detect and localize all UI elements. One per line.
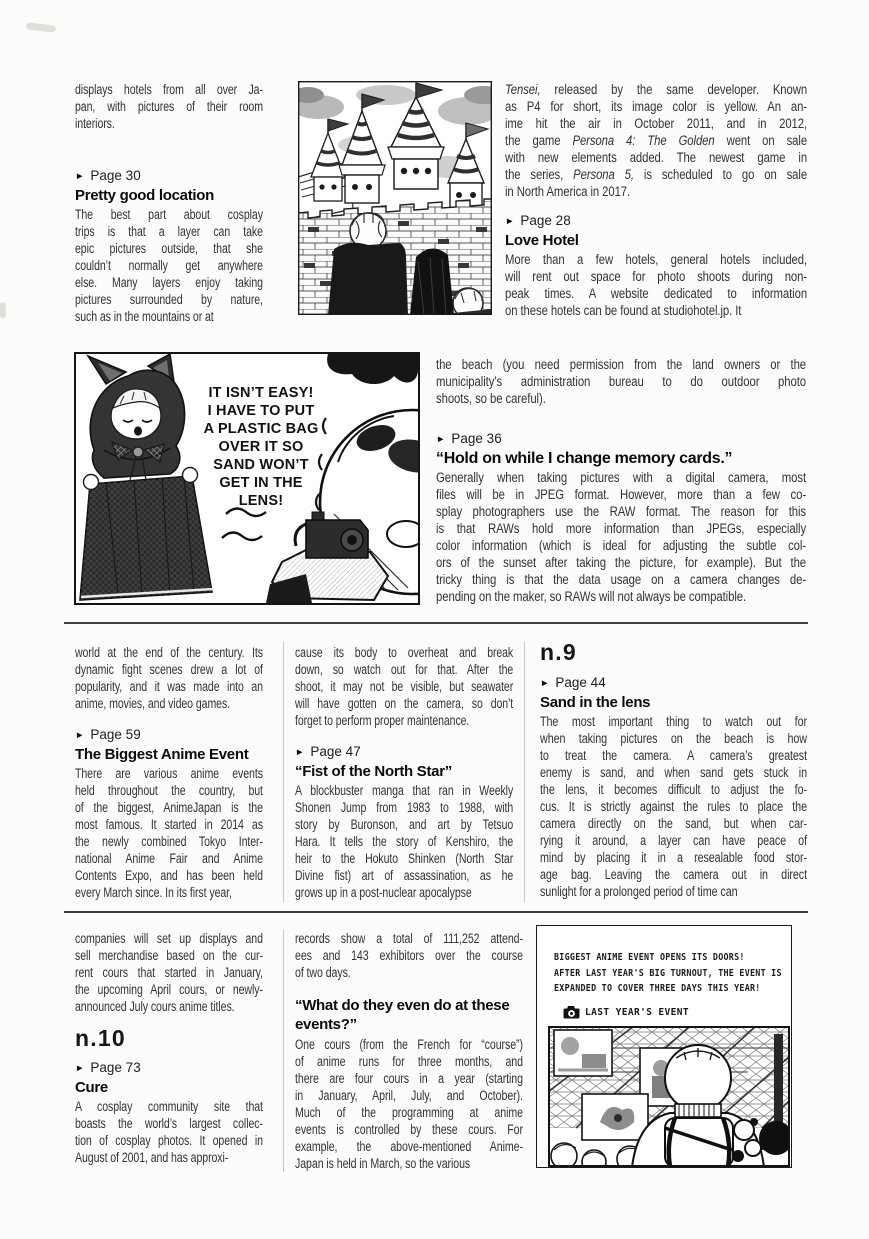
photo-label-row [563, 1006, 689, 1019]
entry-title: Love Hotel [505, 232, 579, 249]
entry-body: A blockbuster manga that ran in Weekly Shonen Jump from 1983 to 1988, with story by Buronson, and art by Tetsuo Hara. It tells the story of Kenshiro, the heir to the Hokuto Shinken (North Star Divine fist) art of assassination, as he grows up in a post-nuclear apocalypse [295, 783, 514, 900]
page-number: Page 47 [310, 744, 361, 759]
convention-hall-illustration [548, 1026, 790, 1167]
section-divider [64, 911, 808, 913]
entry-title: “Fist of the North Star” [295, 763, 452, 780]
page-number: Page 28 [520, 213, 571, 228]
speech-text: IT ISN’T EASY! I HAVE TO PUT A PLASTIC BAG OVER IT SO SAND WON’T GET IN THE LENS! [203, 385, 319, 509]
note-number: n.10 [75, 1025, 126, 1051]
glossary-entry-events [295, 996, 523, 1172]
section-divider [64, 622, 808, 624]
castle-manga-image [298, 81, 492, 315]
column-divider [283, 642, 284, 902]
page-number: Page 44 [555, 675, 606, 690]
paragraph-continued: the beach (you need permission from the land owners or the municipality’s administration bureau to do outdoor photo shoots, so be careful). [436, 357, 807, 406]
manga-panel-plastic-bag [74, 352, 420, 605]
glossary-entry-page36 [436, 431, 806, 605]
page-number: Page 30 [90, 168, 141, 183]
camera-icon [563, 1006, 580, 1019]
page-marker-icon: ► [505, 216, 515, 227]
page-marker-icon: ► [540, 678, 550, 689]
entry-title: Pretty good location [75, 187, 215, 204]
entry-body: The best part about cosplay trips is that a layer can take epic pictures outside, that she couldn’t normally get anywhere else. Many layers enjoy taking pictures surrounded by nature, such as in the mountains or at [75, 207, 263, 324]
column-top-left [75, 81, 263, 325]
scan-smudge [0, 302, 6, 318]
photo-label: LAST YEAR'S EVENT [585, 1007, 690, 1018]
panel-caption: BIGGEST ANIME EVENT OPENS ITS DOORS! AFTER LAST YEAR'S BIG TURNOUT, THE EVENT IS EXPANDED TO COVER THREE DAYS THIS YEAR! [554, 952, 782, 994]
entry-title: “Hold on while I change memory cards.” [436, 450, 733, 467]
column-top-right [505, 81, 807, 319]
page-number: Page 36 [451, 431, 502, 446]
glossary-entry-page59 [75, 727, 263, 901]
entry-body: One cours (from the French for “course”) of anime runs for three months, and there are four cours in a year (starting in January, April, July, and October). Much of the programming at anime events is controlled by these cours. For example, the above-mentioned Anime- Japan is held in March, so the various [295, 1037, 523, 1171]
entry-body: A cosplay community site that boasts the world’s largest collec- tion of cosplay photos. It opened in August of 2001, and has approxi- [75, 1099, 263, 1165]
entry-title: Cure [75, 1079, 108, 1096]
glossary-entry-page30 [75, 168, 263, 325]
castle-illustration [298, 81, 492, 315]
page-marker-icon: ► [75, 730, 85, 741]
convention-drawing [548, 1026, 790, 1172]
page-number: Page 73 [90, 1060, 141, 1075]
column-mid-1 [75, 644, 263, 901]
paragraph-continued: companies will set up displays and sell merchandise based on the cur- rent cours that started in January, the upcoming April cours, or newly- announced July cours anime titles. [75, 931, 263, 1014]
entry-title: “What do they even do at these events?” [295, 997, 510, 1033]
page-marker-icon: ► [75, 1063, 85, 1074]
column-mid-2 [295, 644, 513, 901]
scan-smudge [26, 22, 57, 33]
page-marker-icon: ► [295, 747, 305, 758]
page-reference [75, 727, 263, 745]
page-marker-icon: ► [436, 434, 446, 445]
page-reference [295, 744, 513, 762]
paragraph-continued: cause its body to overheat and break down, so watch out for that. After the shoot, it may not be visible, but seawater will have gotten on the camera, so don’t forget to perform proper maintenance. [295, 645, 514, 728]
column-divider [283, 930, 284, 1172]
entry-title: The Biggest Anime Event [75, 746, 249, 763]
glossary-entry-page73 [75, 1060, 263, 1166]
manga-panel-anime-event [536, 925, 792, 1168]
column-mid-3 [540, 638, 807, 900]
page-reference [540, 675, 807, 693]
page-marker-icon: ► [75, 171, 85, 182]
glossary-entry-page47 [295, 744, 513, 901]
glossary-entry-page28 [505, 213, 807, 319]
entry-body: There are various anime events held throughout the country, but of the biggest, AnimeJapan is the most famous. It started in 2014 as the newly combined Tokyo Inter- national Anime Fair and Anime Contents Expo, and has been held every March since. In its first year, [75, 766, 263, 900]
page-number: Page 59 [90, 727, 141, 742]
entry-body: The most important thing to watch out for when taking pictures on the beach is how to treat the camera. A camera’s greatest enemy is sand, and when sand gets stuck in the lens, it becomes difficult to adjust the fo- cus. It is strictly against the rules to place the camera directly on the sand, but when car- rying it around, a layer can have peace of mind by placing it in a resealable food stor- age bag. Leaving the camera out in direct sunlight for a prolonged period of time can [540, 714, 807, 899]
entry-body: Generally when taking pictures with a digital camera, most files will be in JPEG format. However, more than a few co- splay photographers use the RAW format. The reason for this is that RAWs hold more information than JPEGs, especially color information (which is ideal for adjusting the subtle col- ors of the sunset after taking the picture, for example). But the tricky thing is that the data usage on a camera changes de- pending on the maker, so RAWs will not always be compatible. [436, 470, 807, 604]
column-mid-right [436, 356, 806, 605]
column-divider [524, 642, 525, 902]
page-reference [75, 1060, 263, 1078]
paragraph-continued: world at the end of the century. Its dynamic fight scenes drew a lot of popularity, and it was made into an anime, movies, and video games. [75, 645, 263, 711]
page-reference [505, 213, 807, 231]
paragraph-continued: Tensei, released by the same developer. Known as P4 for short, its image color is yellow. An an- ime hit the air in October 2011, and in 2012, the game Persona 4: The Golden went on sale with new elements added. The newest game in the series, Persona 5, is scheduled to go on sale in North America in 2017. [505, 82, 808, 199]
column-bottom-2 [295, 930, 523, 1172]
column-bottom-1 [75, 930, 263, 1166]
entry-body: More than a few hotels, general hotels included, will rent out space for photo shoots during non- peak times. A website dedicated to information on these hotels can be found at studiohotel.jp. It [505, 252, 808, 318]
note-number: n.9 [540, 639, 577, 665]
entry-title: Sand in the lens [540, 694, 651, 711]
paragraph-continued: records show a total of 111,252 attend- ees and 143 exhibitors over the course of two days. [295, 931, 523, 980]
page-reference [75, 168, 263, 186]
paragraph-continued: displays hotels from all over Ja- pan, with pictures of their room interiors. [75, 82, 263, 131]
page-reference [436, 431, 806, 449]
glossary-entry-page44 [540, 675, 807, 900]
